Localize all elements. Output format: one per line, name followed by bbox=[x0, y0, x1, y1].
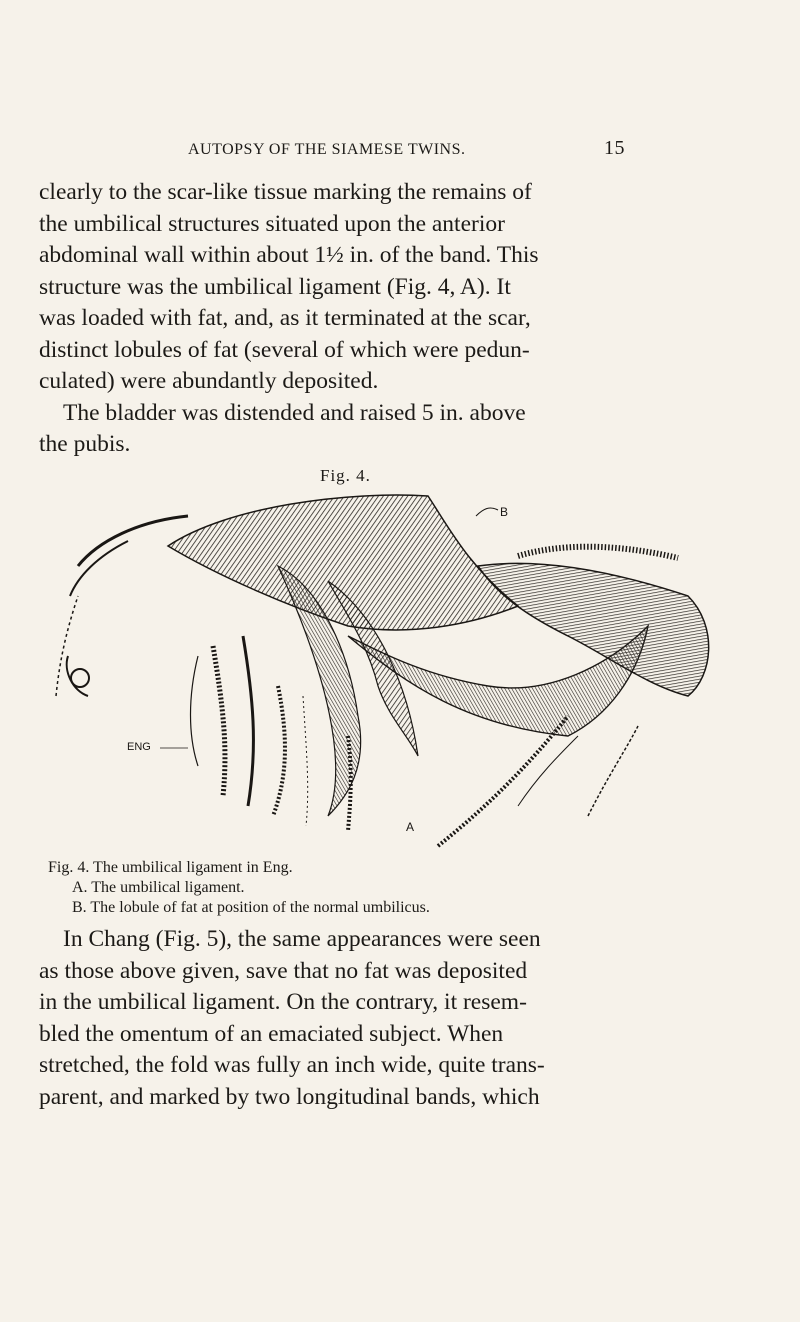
text-line: was loaded with fat, and, as it terminated at the scar, bbox=[39, 305, 531, 331]
text-line: clearly to the scar-like tissue marking the remains of bbox=[39, 179, 532, 205]
caption-line: Fig. 4. The umbilical ligament in Eng. bbox=[48, 859, 293, 876]
label-eng: ENG bbox=[127, 741, 151, 753]
text-line: the pubis. bbox=[39, 431, 131, 457]
text-line: structure was the umbilical ligament (Fig. 4, A). It bbox=[39, 273, 511, 300]
text-line: distinct lobules of fat (several of which were pedun- bbox=[39, 336, 530, 363]
text-line: In Chang (Fig. 5), the same appearances were seen bbox=[63, 926, 541, 952]
running-header bbox=[148, 137, 638, 167]
text-line: parent, and marked by two longitudinal bands, which bbox=[39, 1083, 540, 1110]
paragraph-upper bbox=[39, 177, 751, 461]
text-line: culated) were abundantly deposited. bbox=[39, 368, 379, 394]
caption-line: A. The umbilical ligament. bbox=[72, 879, 245, 896]
text-line: The bladder was distended and raised 5 in. above bbox=[63, 399, 526, 426]
label-a: A bbox=[406, 820, 415, 834]
figure-label: Fig. 4. bbox=[320, 466, 371, 485]
text-line: the umbilical structures situated upon the anterior bbox=[39, 210, 505, 237]
text-line: bled the omentum of an emaciated subject. When bbox=[39, 1020, 504, 1047]
text-line: in the umbilical ligament. On the contrary, it resem- bbox=[39, 989, 527, 1015]
figure-caption bbox=[48, 858, 748, 918]
text-line: as those above given, save that no fat was deposited bbox=[39, 957, 528, 984]
label-b: B bbox=[500, 505, 509, 519]
paragraph-lower bbox=[39, 924, 751, 1113]
running-title: AUTOPSY OF THE SIAMESE TWINS. bbox=[188, 141, 466, 158]
text-line: abdominal wall within about 1½ in. of the band. This bbox=[39, 242, 539, 268]
page-number: 15 bbox=[604, 137, 625, 159]
caption-line: B. The lobule of fat at position of the normal umbilicus. bbox=[72, 899, 430, 916]
text-line: stretched, the fold was fully an inch wide, quite trans- bbox=[39, 1052, 545, 1078]
anatomical-illustration bbox=[48, 486, 760, 854]
